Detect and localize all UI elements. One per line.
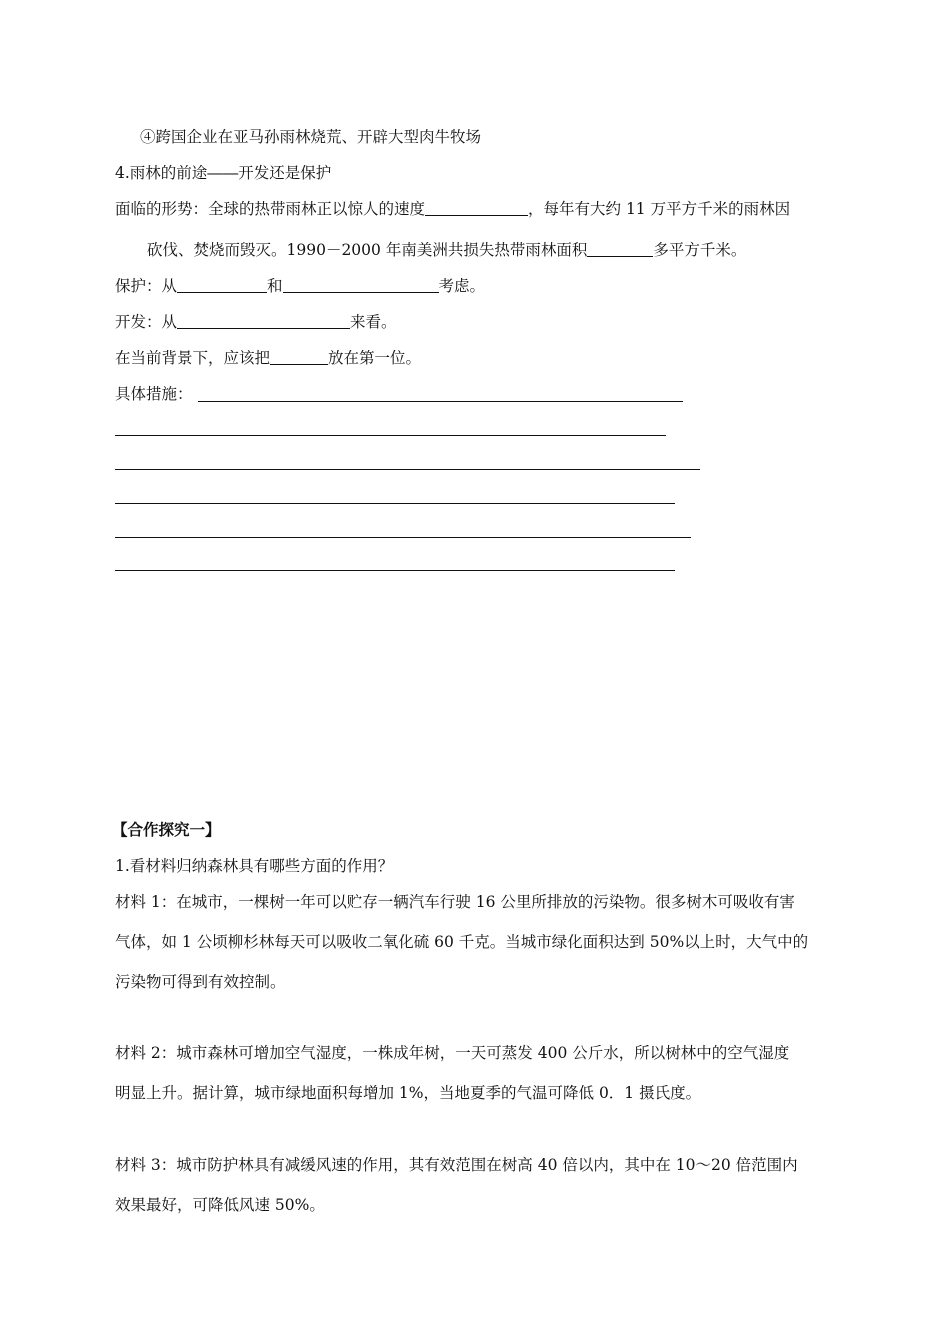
situation-text-b: ，每年有大约 11 万平方千米的雨林因 — [528, 200, 791, 218]
priority-text-a: 在当前背景下，应该把 — [115, 349, 271, 367]
coop-title: 【合作探究一】 — [112, 820, 221, 839]
measures-rule-5[interactable] — [115, 537, 691, 538]
material-3-line-2: 效果最好，可降低风速 50%。 — [115, 1196, 325, 1214]
protect-text-c: 考虑。 — [438, 277, 486, 295]
material-3-line-1: 材料 3：城市防护林具有减缓风速的作用，其有效范围在树高 40 倍以内，其中在 10～20 倍范围内 — [115, 1156, 798, 1174]
priority-text-b: 放在第一位。 — [328, 349, 422, 367]
develop-text-b: 来看。 — [350, 313, 397, 331]
situation-line-2 — [147, 240, 746, 260]
item-4-text: ④跨国企业在亚马孙雨林烧荒、开辟大型肉牛牧场 — [140, 128, 482, 146]
priority-blank[interactable] — [270, 348, 328, 365]
protect-blank-2[interactable] — [283, 276, 439, 293]
measures-rule-1[interactable] — [198, 401, 683, 402]
measures-rule-6[interactable] — [115, 570, 675, 571]
situation-text-c: 砍伐、焚烧而毁灭。1990－2000 年南美洲共损失热带雨林面积 — [147, 241, 588, 259]
measures-label: 具体措施： — [115, 385, 193, 403]
protect-line — [115, 276, 485, 296]
measures-rule-3[interactable] — [115, 469, 700, 470]
material-2-line-2: 明显上升。据计算，城市绿地面积每增加 1%，当地夏季的气温可降低 0．1 摄氏度。 — [115, 1084, 702, 1102]
material-2-line-1: 材料 2：城市森林可增加空气湿度，一株成年树，一天可蒸发 400 公斤水，所以树林中的空气湿度 — [115, 1044, 790, 1062]
speed-blank[interactable] — [425, 199, 528, 216]
section-4-heading: 4.雨林的前途――开发还是保护 — [115, 164, 332, 182]
measures-rule-2[interactable] — [115, 435, 666, 436]
coop-question: 1.看材料归纳森林具有哪些方面的作用？ — [115, 857, 394, 875]
priority-line — [115, 348, 421, 368]
material-1-line-2: 气体，如 1 公顷柳杉林每天可以吸收二氧化硫 60 千克。当城市绿化面积达到 50%以上时，大气中的 — [115, 933, 809, 951]
situation-text-a: 面临的形势：全球的热带雨林正以惊人的速度 — [115, 200, 426, 218]
measures-rule-4[interactable] — [115, 503, 675, 504]
material-1-line-1: 材料 1：在城市，一棵树一年可以贮存一辆汽车行驶 16 公里所排放的污染物。很多树木可吸收有害 — [115, 893, 795, 911]
protect-blank-1[interactable] — [177, 276, 267, 293]
develop-line — [115, 312, 397, 332]
situation-line-1 — [115, 199, 790, 219]
protect-text-a: 保护：从 — [115, 277, 178, 295]
material-1-line-3: 污染物可得到有效控制。 — [115, 973, 286, 991]
develop-text-a: 开发：从 — [115, 313, 178, 331]
protect-text-b: 和 — [267, 277, 283, 295]
area-blank[interactable] — [587, 240, 653, 257]
situation-text-d: 多平方千米。 — [653, 241, 747, 259]
develop-blank[interactable] — [177, 312, 350, 329]
